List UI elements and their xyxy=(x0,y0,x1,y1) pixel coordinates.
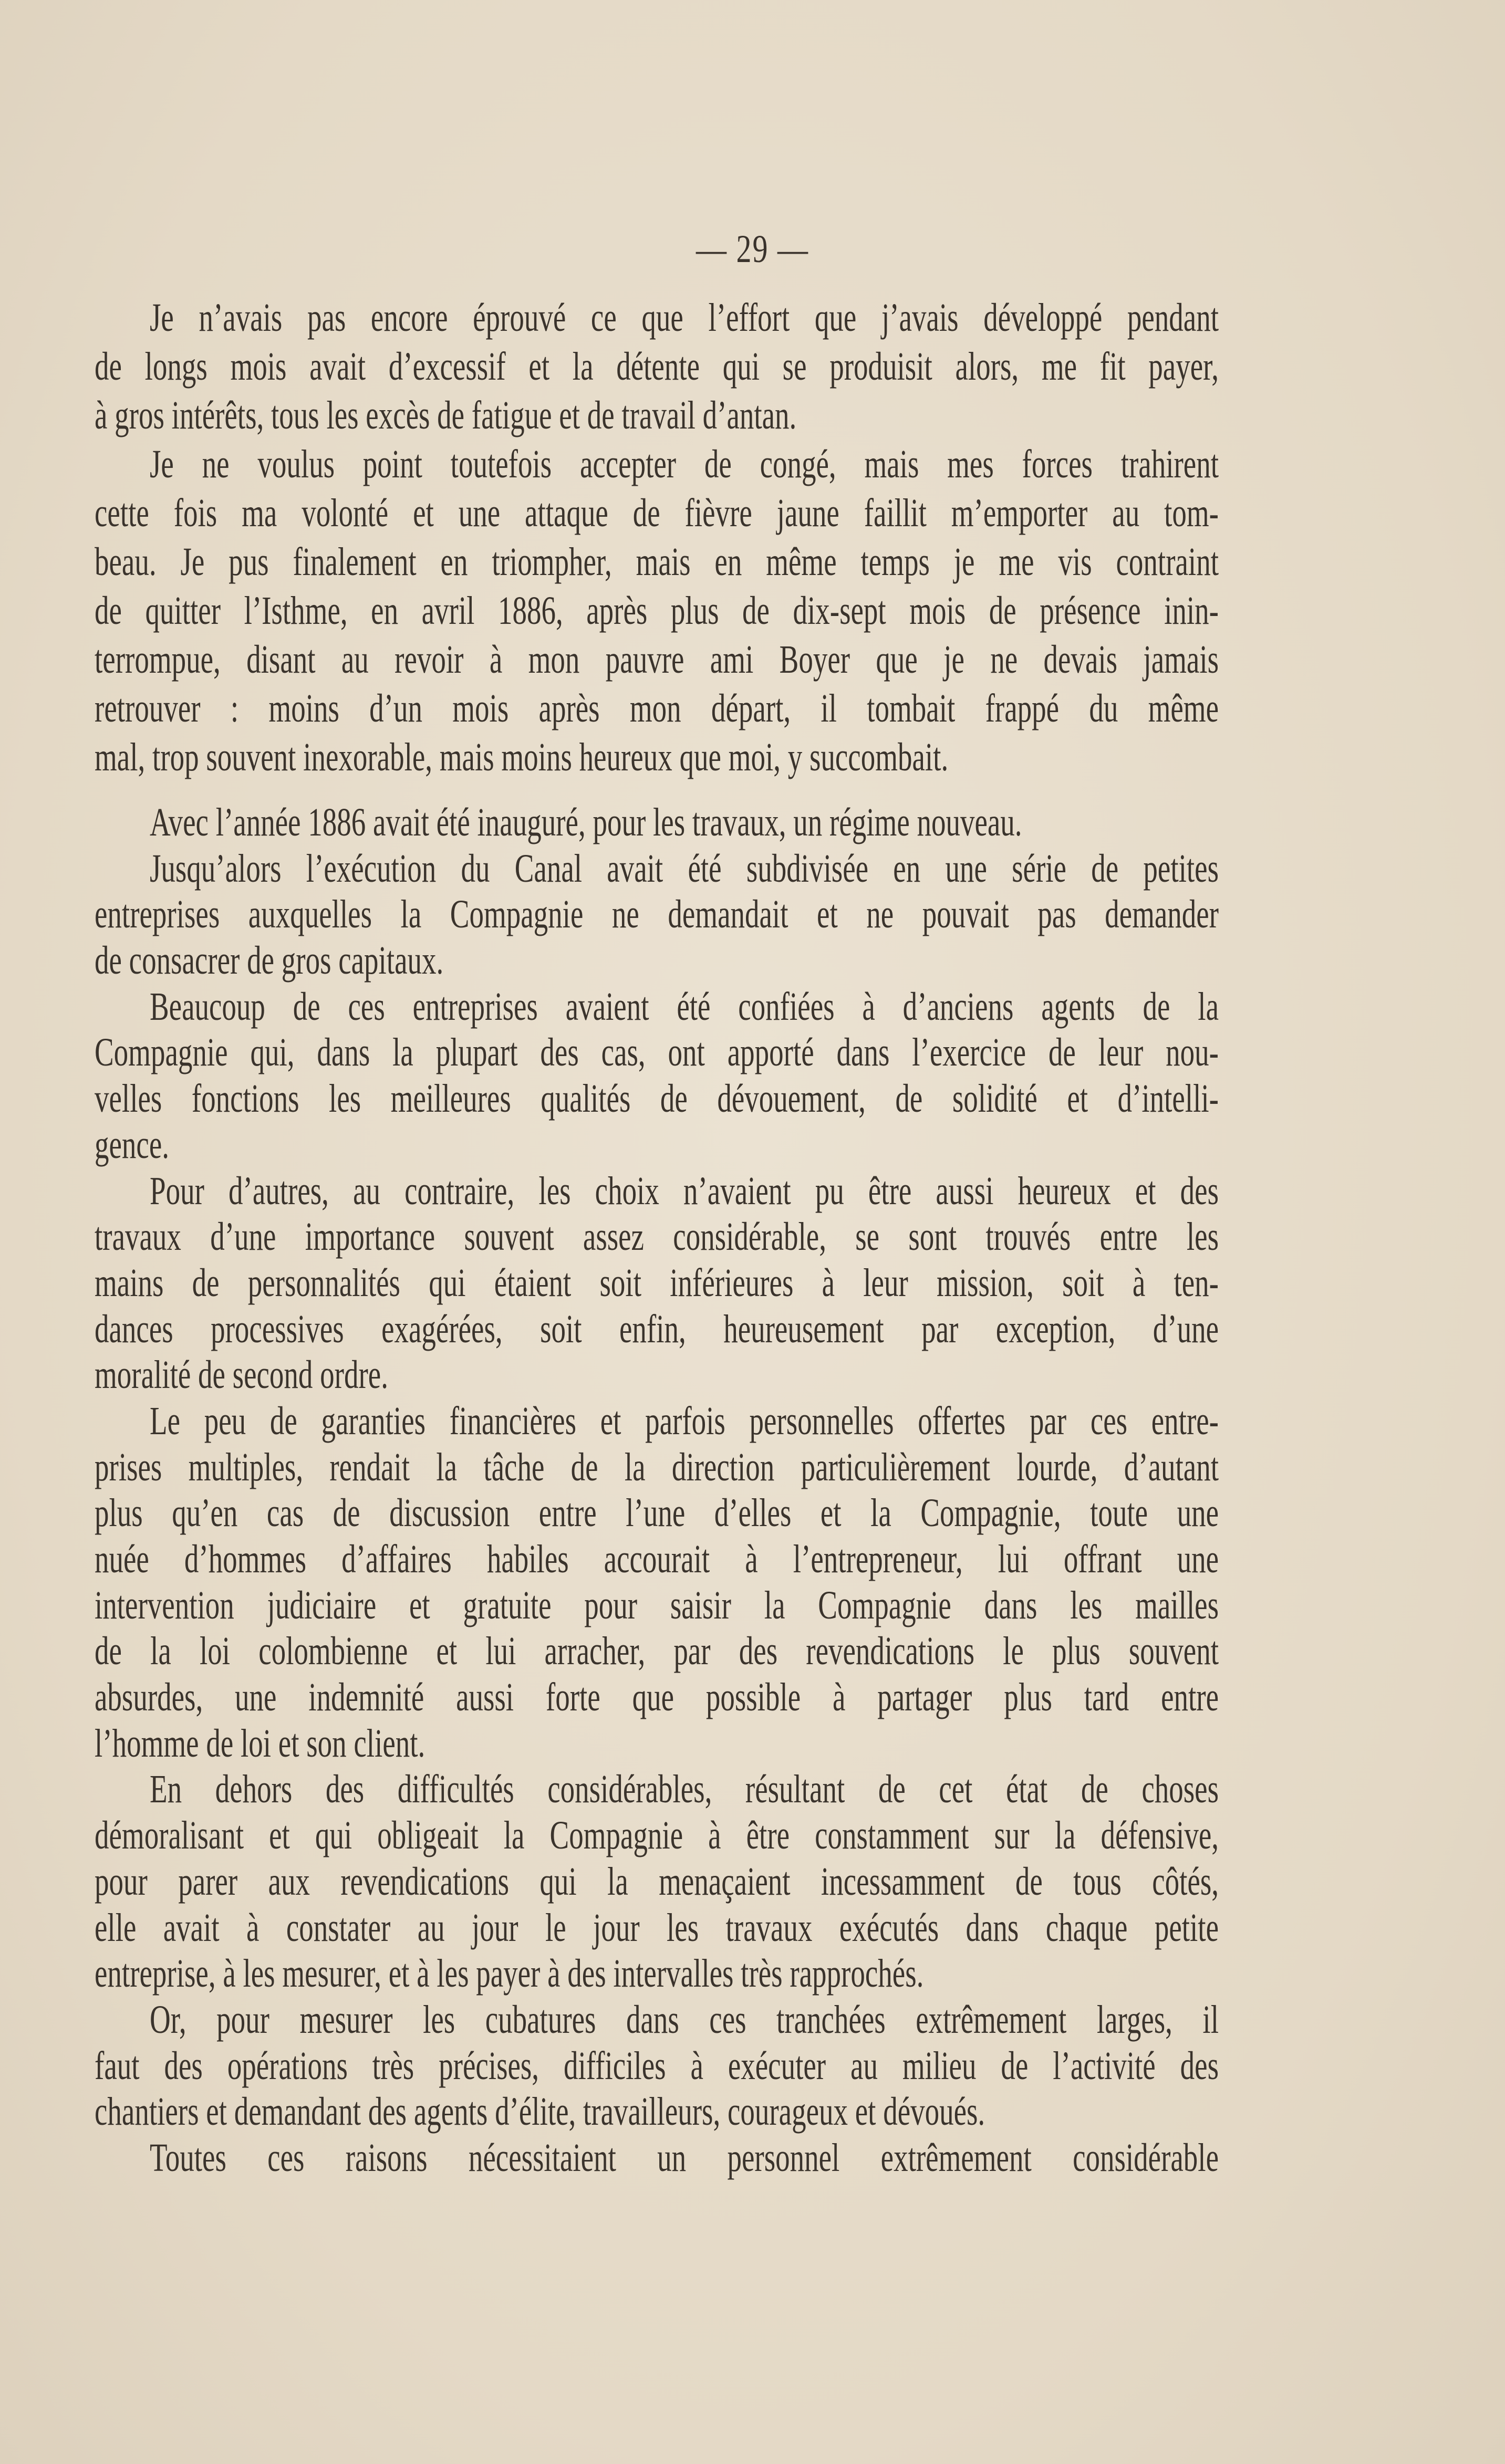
text-line: moralité de second ordre. xyxy=(95,1352,388,1397)
text-line: Compagnie qui, dans la plupart des cas, ont apporté dans l’exercice de leur nou- xyxy=(95,1030,1219,1074)
text-line: à gros intérêts, tous les excès de fatigue et de travail d’antan. xyxy=(95,393,797,437)
text-line: faut des opérations très précises, difficiles à exécuter au milieu de l’activité des xyxy=(95,2043,1219,2088)
text-section-1 xyxy=(95,293,1219,781)
text-line: beau. Je pus finalement en triompher, mais en même temps je me vis contraint xyxy=(95,539,1219,584)
text-line: cette fois ma volonté et une attaque de fièvre jaune faillit m’emporter au tom- xyxy=(95,490,1219,535)
text-line: nuée d’hommes d’affaires habiles accourait à l’entrepreneur, lui offrant une xyxy=(95,1537,1219,1581)
text-line: Je ne voulus point toutefois accepter de congé, mais mes forces trahirent xyxy=(150,442,1219,486)
text-line: terrompue, disant au revoir à mon pauvre ami Boyer que je ne devais jamais xyxy=(95,637,1219,682)
text-line: Pour d’autres, au contraire, les choix n’avaient pu être aussi heureux et des xyxy=(150,1168,1219,1213)
text-line: Jusqu’alors l’exécution du Canal avait été subdivisée en une série de petites xyxy=(150,845,1219,891)
text-line: de consacrer de gros capitaux. xyxy=(95,938,444,983)
text-line: velles fonctions les meilleures qualités de dévouement, de solidité et d’intelli- xyxy=(95,1076,1219,1121)
text-line: de longs mois avait d’excessif et la détente qui se produisit alors, me fit payer, xyxy=(95,344,1219,389)
text-line: de quitter l’Isthme, en avril 1886, après plus de dix-sept mois de présence inin- xyxy=(95,588,1219,633)
text-line: de la loi colombienne et lui arracher, par des revendications le plus souvent xyxy=(95,1628,1219,1673)
text-line: Le peu de garanties financières et parfois personnelles offertes par ces entre- xyxy=(150,1398,1219,1443)
text-line: pour parer aux revendications qui la menaçaient incessamment de tous côtés, xyxy=(95,1859,1219,1904)
text-line: Avec l’année 1886 avait été inauguré, pour les travaux, un régime nouveau. xyxy=(150,800,1022,844)
text-line: Toutes ces raisons nécessitaient un personnel extrêmement considérable xyxy=(150,2135,1219,2180)
text-line: Or, pour mesurer les cubatures dans ces tranchées extrêmement larges, il xyxy=(150,1997,1219,2042)
text-line: intervention judiciaire et gratuite pour saisir la Compagnie dans les mailles xyxy=(95,1582,1219,1627)
text-line: mains de personnalités qui étaient soit inférieures à leur mission, soit à ten- xyxy=(95,1260,1219,1305)
paragraph xyxy=(95,1168,1219,1398)
paragraph xyxy=(95,1766,1219,1996)
paragraph xyxy=(95,2135,1219,2181)
paragraph xyxy=(95,440,1219,781)
paragraph xyxy=(95,984,1219,1168)
text-line: mal, trop souvent inexorable, mais moins heureux que moi, y succombait. xyxy=(95,735,949,779)
text-line: démoralisant et qui obligeait la Compagnie à être constamment sur la défensive, xyxy=(95,1813,1219,1857)
text-line: travaux d’une importance souvent assez considérable, se sont trouvés entre les xyxy=(95,1214,1219,1259)
text-line: dances processives exagérées, soit enfin, heureusement par exception, d’une xyxy=(95,1306,1219,1351)
paragraph xyxy=(95,845,1219,984)
text-line: chantiers et demandant des agents d’élite, travailleurs, courageux et dévoués. xyxy=(95,2089,985,2134)
text-line: prises multiples, rendait la tâche de la direction particulièrement lourde, d’autant xyxy=(95,1444,1219,1489)
text-line: absurdes, une indemnité aussi forte que possible à partager plus tard entre xyxy=(95,1675,1219,1719)
paragraph xyxy=(95,293,1219,440)
page-number: — 29 — xyxy=(696,226,809,271)
text-line: elle avait à constater au jour le jour les travaux exécutés dans chaque petite xyxy=(95,1905,1219,1949)
text-line: entreprises auxquelles la Compagnie ne demandait et ne pouvait pas demander xyxy=(95,892,1219,936)
text-line: Je n’avais pas encore éprouvé ce que l’effort que j’avais développé pendant xyxy=(150,295,1219,340)
paragraph xyxy=(95,1398,1219,1767)
text-line: l’homme de loi et son client. xyxy=(95,1721,425,1766)
text-line: entreprise, à les mesurer, et à les payer à des intervalles très rapprochés. xyxy=(95,1951,924,1996)
text-line: En dehors des difficultés considérables, résultant de cet état de choses xyxy=(150,1767,1219,1811)
paragraph xyxy=(95,1997,1219,2135)
text-section-2 xyxy=(95,799,1219,2181)
text-line: plus qu’en cas de discussion entre l’une d’elles et la Compagnie, toute une xyxy=(95,1490,1219,1535)
text-line: retrouver : moins d’un mois après mon départ, il tombait frappé du même xyxy=(95,686,1219,730)
text-line: Beaucoup de ces entreprises avaient été confiées à d’anciens agents de la xyxy=(150,984,1219,1029)
text-line: gence. xyxy=(95,1122,169,1167)
